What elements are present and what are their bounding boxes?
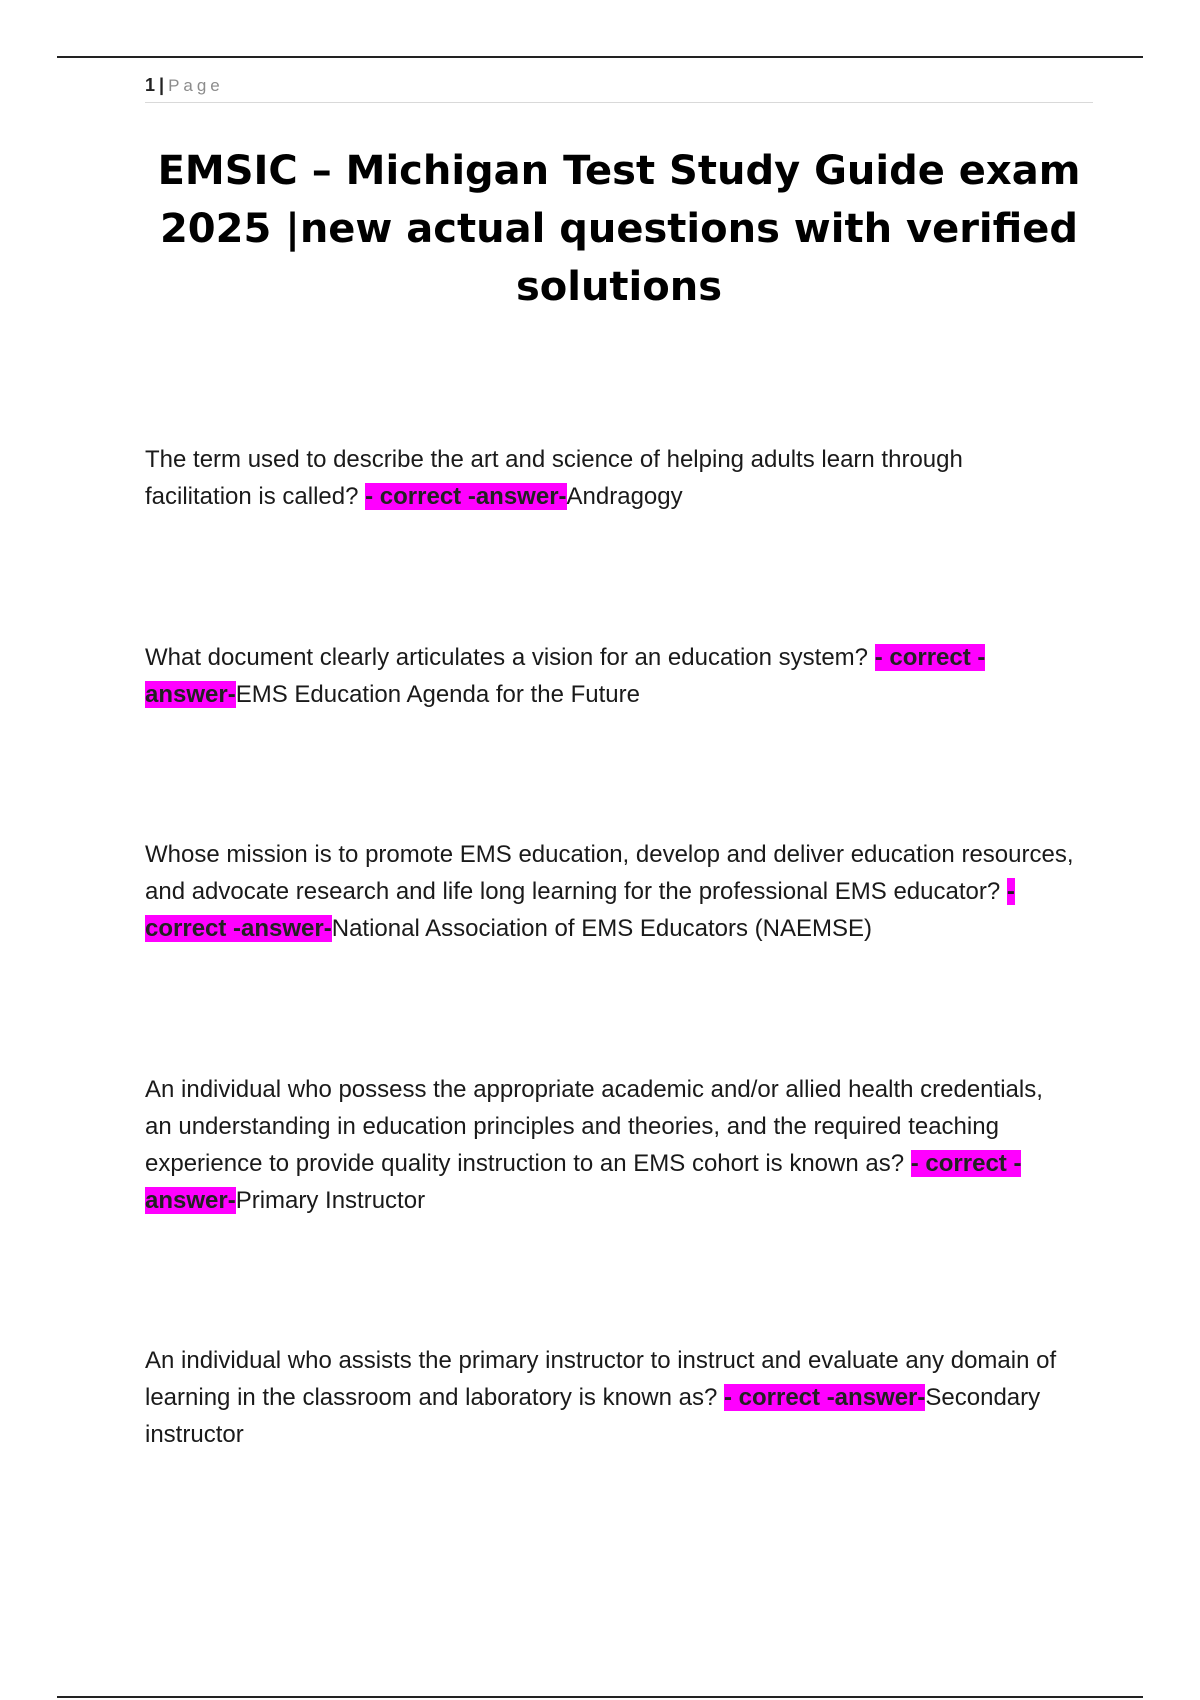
qa-item <box>145 1071 1075 1219</box>
answer-marker: - correct -answer- <box>145 878 1015 942</box>
answer-marker: - correct -answer- <box>723 1384 926 1411</box>
question-text: What document clearly articulates a vision for an education system? <box>145 644 875 671</box>
page-separator: | <box>159 75 165 95</box>
document-title: EMSIC – Michigan Test Study Guide exam 2025 |new actual questions with verified solutions <box>157 148 1081 310</box>
page-label: Page <box>168 76 224 95</box>
answer-text: Andragogy <box>566 483 683 510</box>
question-text: The term used to describe the art and science of helping adults learn through facilitation is called? <box>145 446 963 510</box>
qa-item <box>145 441 1075 515</box>
question-text: Whose mission is to promote EMS education, develop and deliver education resources, and advocate research and life long learning for the professional EMS educator? <box>145 841 1074 905</box>
answer-text: Secondary instructor <box>145 1384 1041 1448</box>
question-text: An individual who assists the primary instructor to instruct and evaluate any domain of learning in the classroom and laboratory is known as? <box>145 1347 1057 1411</box>
page-header <box>145 72 1093 103</box>
answer-text: EMS Education Agenda for the Future <box>235 681 640 708</box>
qa-item <box>145 1342 1075 1453</box>
answer-marker: - correct -answer- <box>365 483 567 510</box>
qa-item <box>145 639 1075 713</box>
page-number: 1 <box>145 75 156 95</box>
answer-marker: - correct -answer- <box>145 1150 1022 1214</box>
qa-item <box>145 836 1075 947</box>
answer-text: National Association of EMS Educators (NAEMSE) <box>331 915 872 942</box>
top-rule <box>57 56 1143 58</box>
answer-text: Primary Instructor <box>235 1187 426 1214</box>
answer-marker: - correct -answer- <box>145 644 986 708</box>
question-text: An individual who possess the appropriate academic and/or allied health credentials, an understanding in education principles and theories, and the required teaching experience to provide quality instruction to an EMS cohort is known as? <box>145 1076 1043 1177</box>
bottom-rule <box>57 1696 1143 1698</box>
